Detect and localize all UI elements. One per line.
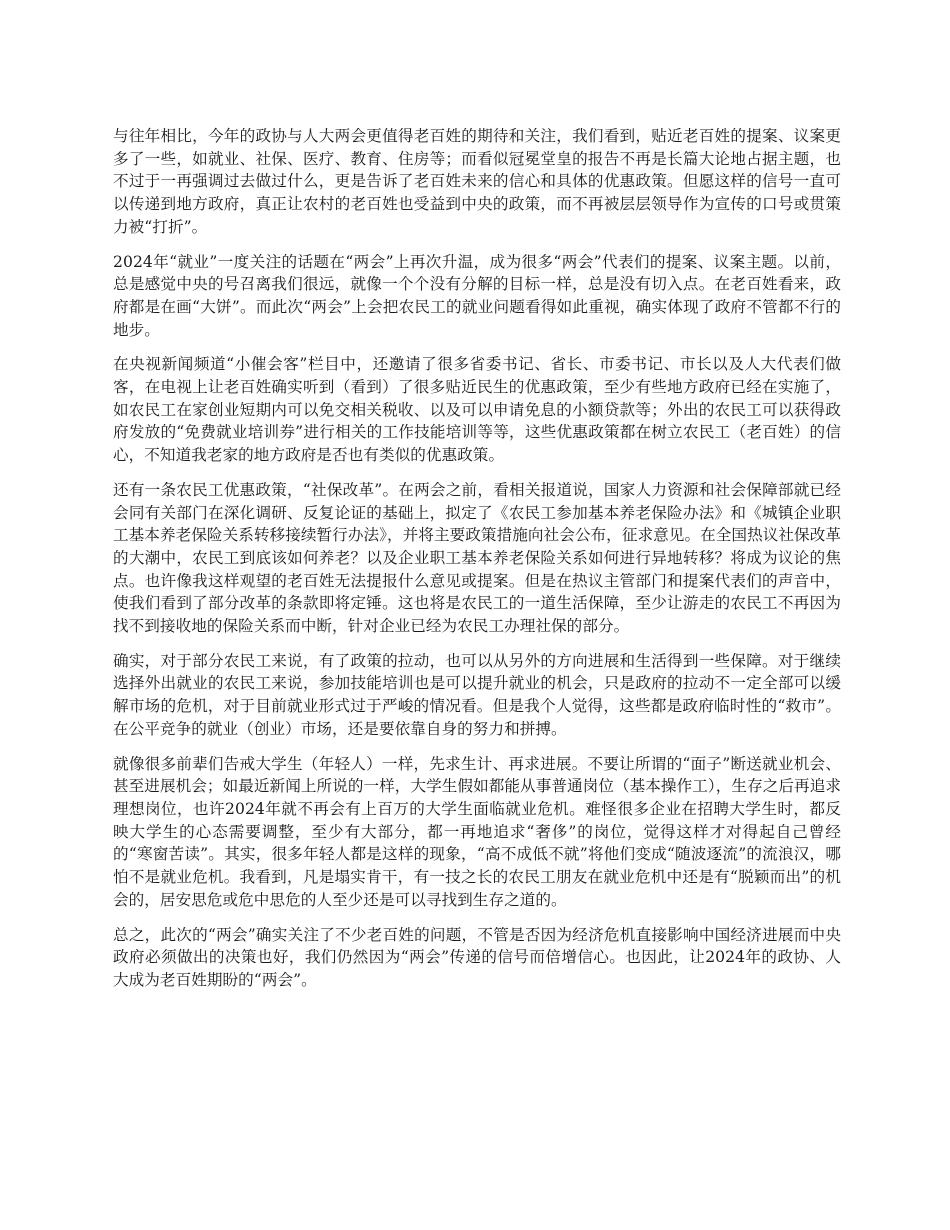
paragraph-3: 在央视新闻频道“小催会客”栏目中，还邀请了很多省委书记、省长、市委书记、市长以及人大代表们做客，在电视上让老百姓确实听到（看到）了很多贴近民生的优惠政策，至少有些地方政府已经在实施了，如农民工在家创业短期内可以免交相关税收、以及可以申请免息的小额贷款等；外出的农民工可以获得政府发放的“免费就业培训券”进行相关的工作技能培训等等，这些优惠政策都在树立农民工（老百姓）的信心，不知道我老家的地方政府是否也有类似的优惠政策。: [113, 355, 841, 465]
paragraph-7: 总之，此次的“两会”确实关注了不少老百姓的问题，不管是否因为经济危机直接影响中国经济进展而中央政府必须做出的决策也好，我们仍然因为“两会”传递的信号而倍增信心。也因此，让2024年的政协、人大成为老百姓期盼的“两会”。: [113, 925, 841, 989]
paragraph-6: 就像很多前辈们告戒大学生（年轻人）一样，先求生计、再求进展。不要让所谓的“面子”断送就业机会、甚至进展机会；如最近新闻上所说的一样，大学生假如都能从事普通岗位（基本操作工），生存之后再追求理想岗位，也许2024年就不再会有上百万的大学生面临就业危机。难怪很多企业在招聘大学生时，都反映大学生的心态需要调整，至少有大部分，都一再地追求“奢侈”的岗位，觉得这样才对得起自己曾经的“寒窗苦读”。其实，很多年轻人都是这样的现象，“高不成低不就”将他们变成“随波逐流”的流浪汉，哪怕不是就业危机。我看到，凡是塌实肯干，有一技之长的农民工朋友在就业危机中还是有“脱颖而出”的机会的，居安思危或危中思危的人至少还是可以寻找到生存之道的。: [113, 754, 841, 909]
paragraph-5: 确实，对于部分农民工来说，有了政策的拉动，也可以从另外的方向进展和生活得到一些保障。对于继续选择外出就业的农民工来说，参加技能培训也是可以提升就业的机会，只是政府的拉动不一定全部可以缓解市场的危机，对于目前就业形式过于严峻的情况看。但是我个人觉得，这些都是政府临时性的“救市”。在公平竞争的就业（创业）市场，还是要依靠自身的努力和拼搏。: [113, 651, 841, 738]
paragraph-4: 还有一条农民工优惠政策，“社保改革”。在两会之前，看相关报道说，国家人力资源和社会保障部就已经会同有关部门在深化调研、反复论证的基础上，拟定了《农民工参加基本养老保险办法》和《城镇企业职工基本养老保险关系转移接续暂行办法》，并将主要政策措施向社会公布，征求意见。在全国热议社保改革的大潮中，农民工到底该如何养老？以及企业职工基本养老保险关系如何进行异地转移？将成为议论的焦点。也许像我这样观望的老百姓无法提报什么意见或提案。但是在热议主管部门和提案代表们的声音中，使我们看到了部分改革的条款即将定锤。这也将是农民工的一道生活保障，至少让游走的农民工不再因为找不到接收地的保险关系而中断，针对企业已经为农民工办理社保的部分。: [113, 480, 841, 636]
paragraph-2: 2024年“就业”一度关注的话题在“两会”上再次升温，成为很多“两会”代表们的提案、议案主题。以前，总是感觉中央的号召离我们很远，就像一个个没有分解的目标一样，总是没有切入点。在老百姓看来，政府都是在画“大饼”。而此次“两会”上会把农民工的就业问题看得如此重视，确实体现了政府不管都不行的地步。: [113, 252, 841, 339]
paragraph-1: 与往年相比，今年的政协与人大两会更值得老百姓的期待和关注，我们看到，贴近老百姓的提案、议案更多了一些，如就业、社保、医疗、教育、住房等；而看似冠冕堂皇的报告不再是长篇大论地占据主题，也不过于一再强调过去做过什么，更是告诉了老百姓未来的信心和具体的优惠政策。但愿这样的信号一直可以传递到地方政府，真正让农村的老百姓也受益到中央的政策，而不再被层层领导作为宣传的口号或贯策力被“打折”。: [113, 127, 841, 236]
document-page: [113, 125, 841, 1004]
